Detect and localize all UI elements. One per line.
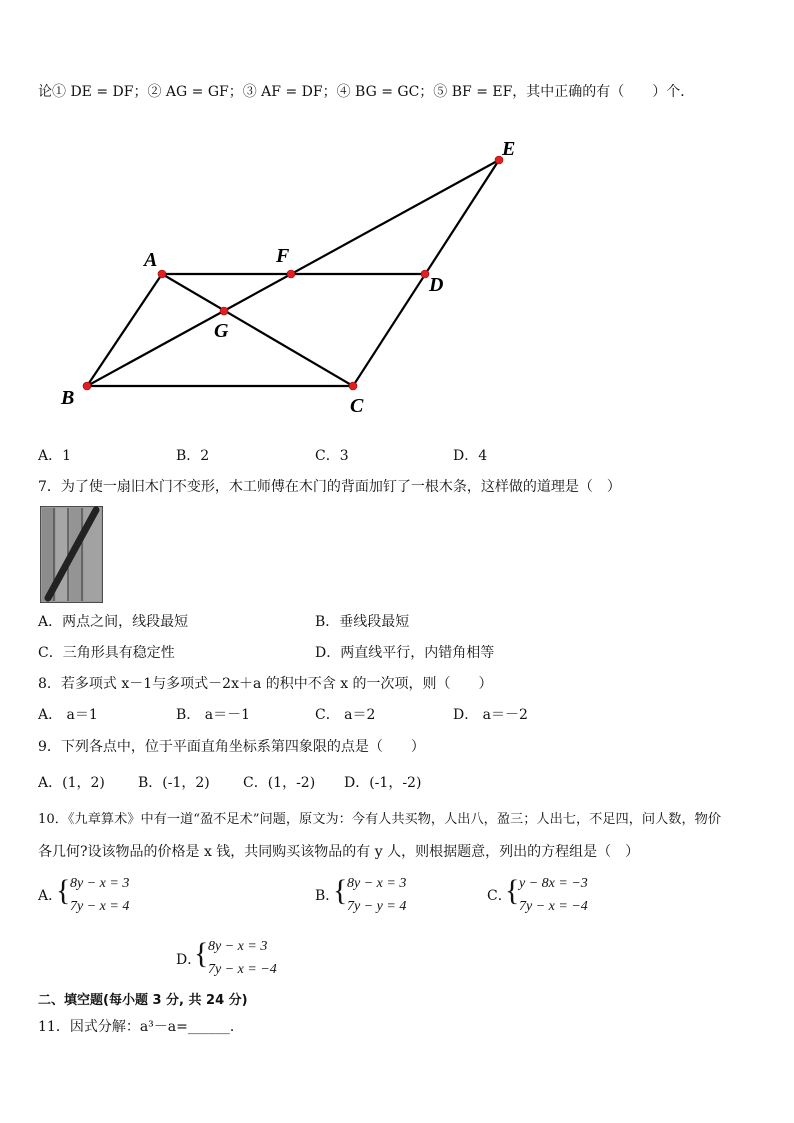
label-c: C xyxy=(350,395,364,417)
segment-ab xyxy=(87,274,162,386)
q6-option-d: D．4 xyxy=(453,448,488,464)
q8-option-d: D． a＝－2 xyxy=(453,707,528,723)
q10-option-d-label: D． xyxy=(176,952,202,968)
q10-option-b-label: B． xyxy=(315,888,340,904)
label-f: F xyxy=(276,245,290,267)
q10-option-d-eq2: 7y − x = −4 xyxy=(208,962,277,977)
q6-option-a: A．1 xyxy=(38,448,72,464)
point-a xyxy=(158,270,166,278)
point-c xyxy=(349,382,357,390)
q7-option-a: A．两点之间，线段最短 xyxy=(38,614,189,630)
brace-icon: { xyxy=(333,874,348,907)
q10-stem-line2: 各几何?设该物品的价格是 x 钱，共同购买该物品的有 y 人，则根据题意，列出的方程组是（ ） xyxy=(38,844,640,860)
point-d xyxy=(421,270,429,278)
q9-option-d: D．(-1，-2) xyxy=(344,775,422,791)
label-a: A xyxy=(144,249,158,271)
q8-option-a: A． a＝1 xyxy=(38,707,98,723)
label-g: G xyxy=(214,320,229,342)
q10-option-c-eq2: 7y − x = −4 xyxy=(519,899,588,914)
q10-option-a-label: A． xyxy=(38,888,63,904)
q10-option-c-eq1: y − 8x = −3 xyxy=(519,876,588,891)
q7-option-d: D．两直线平行，内错角相等 xyxy=(315,645,495,661)
q10-option-a-system xyxy=(56,874,176,920)
q8-stem: 8．若多项式 x－1与多项式－2x＋a 的积中不含 x 的一次项，则（ ） xyxy=(38,676,493,692)
q9-option-a: A．(1，2) xyxy=(38,775,105,791)
brace-icon: { xyxy=(194,937,209,970)
point-b xyxy=(83,382,91,390)
q10-option-b-eq1: 8y − x = 3 xyxy=(347,876,407,891)
label-b: B xyxy=(61,387,75,409)
q8-option-c: C． a＝2 xyxy=(315,707,376,723)
point-g xyxy=(220,307,228,315)
brace-icon: { xyxy=(505,874,520,907)
label-e: E xyxy=(502,138,516,160)
q11-stem: 11．因式分解：a³－a=______． xyxy=(38,1019,244,1035)
label-d: D xyxy=(429,274,444,296)
q10-option-b-system xyxy=(333,874,453,920)
q10-option-d-eq1: 8y − x = 3 xyxy=(208,939,268,954)
q6-option-c: C．3 xyxy=(315,448,349,464)
point-f xyxy=(287,270,295,278)
q7-stem: 7．为了使一扇旧木门不变形，木工师傅在木门的背面加钉了一根木条，这样做的道理是（ ） xyxy=(38,479,621,495)
q6-option-b: B．2 xyxy=(176,448,210,464)
brace-icon: { xyxy=(56,874,71,907)
q7-option-c: C．三角形具有稳定性 xyxy=(38,645,175,661)
q10-option-c-label: C． xyxy=(487,888,512,904)
q9-option-c: C．(1，-2) xyxy=(243,775,316,791)
q9-option-b: B．(-1，2) xyxy=(138,775,210,791)
q6-conclusions: 论① DE = DF；② AG = GF；③ AF = DF；④ BG = GC；⑤ BF = EF，其中正确的有（ ）个． xyxy=(38,84,695,100)
wooden-door-image xyxy=(40,506,103,603)
q8-option-b: B． a＝－1 xyxy=(176,707,250,723)
section-heading: 二、填空题(每小题 3 分, 共 24 分) xyxy=(38,993,248,1008)
q9-stem: 9．下列各点中，位于平面直角坐标系第四象限的点是（ ） xyxy=(38,739,425,755)
q10-option-b-eq2: 7y − y = 4 xyxy=(347,899,407,914)
q7-option-b: B．垂线段最短 xyxy=(315,614,410,630)
q10-option-a-eq2: 7y − x = 4 xyxy=(70,899,130,914)
q10-option-c-system xyxy=(505,874,635,920)
q10-stem-line1: 10．《九章算术》中有一道“盈不足术”问题，原文为：今有人共买物，人出八，盈三；人出七，不足四，问人数，物价 xyxy=(38,812,722,827)
q10-option-a-eq1: 8y − x = 3 xyxy=(70,876,130,891)
q10-option-d-system xyxy=(194,937,324,983)
